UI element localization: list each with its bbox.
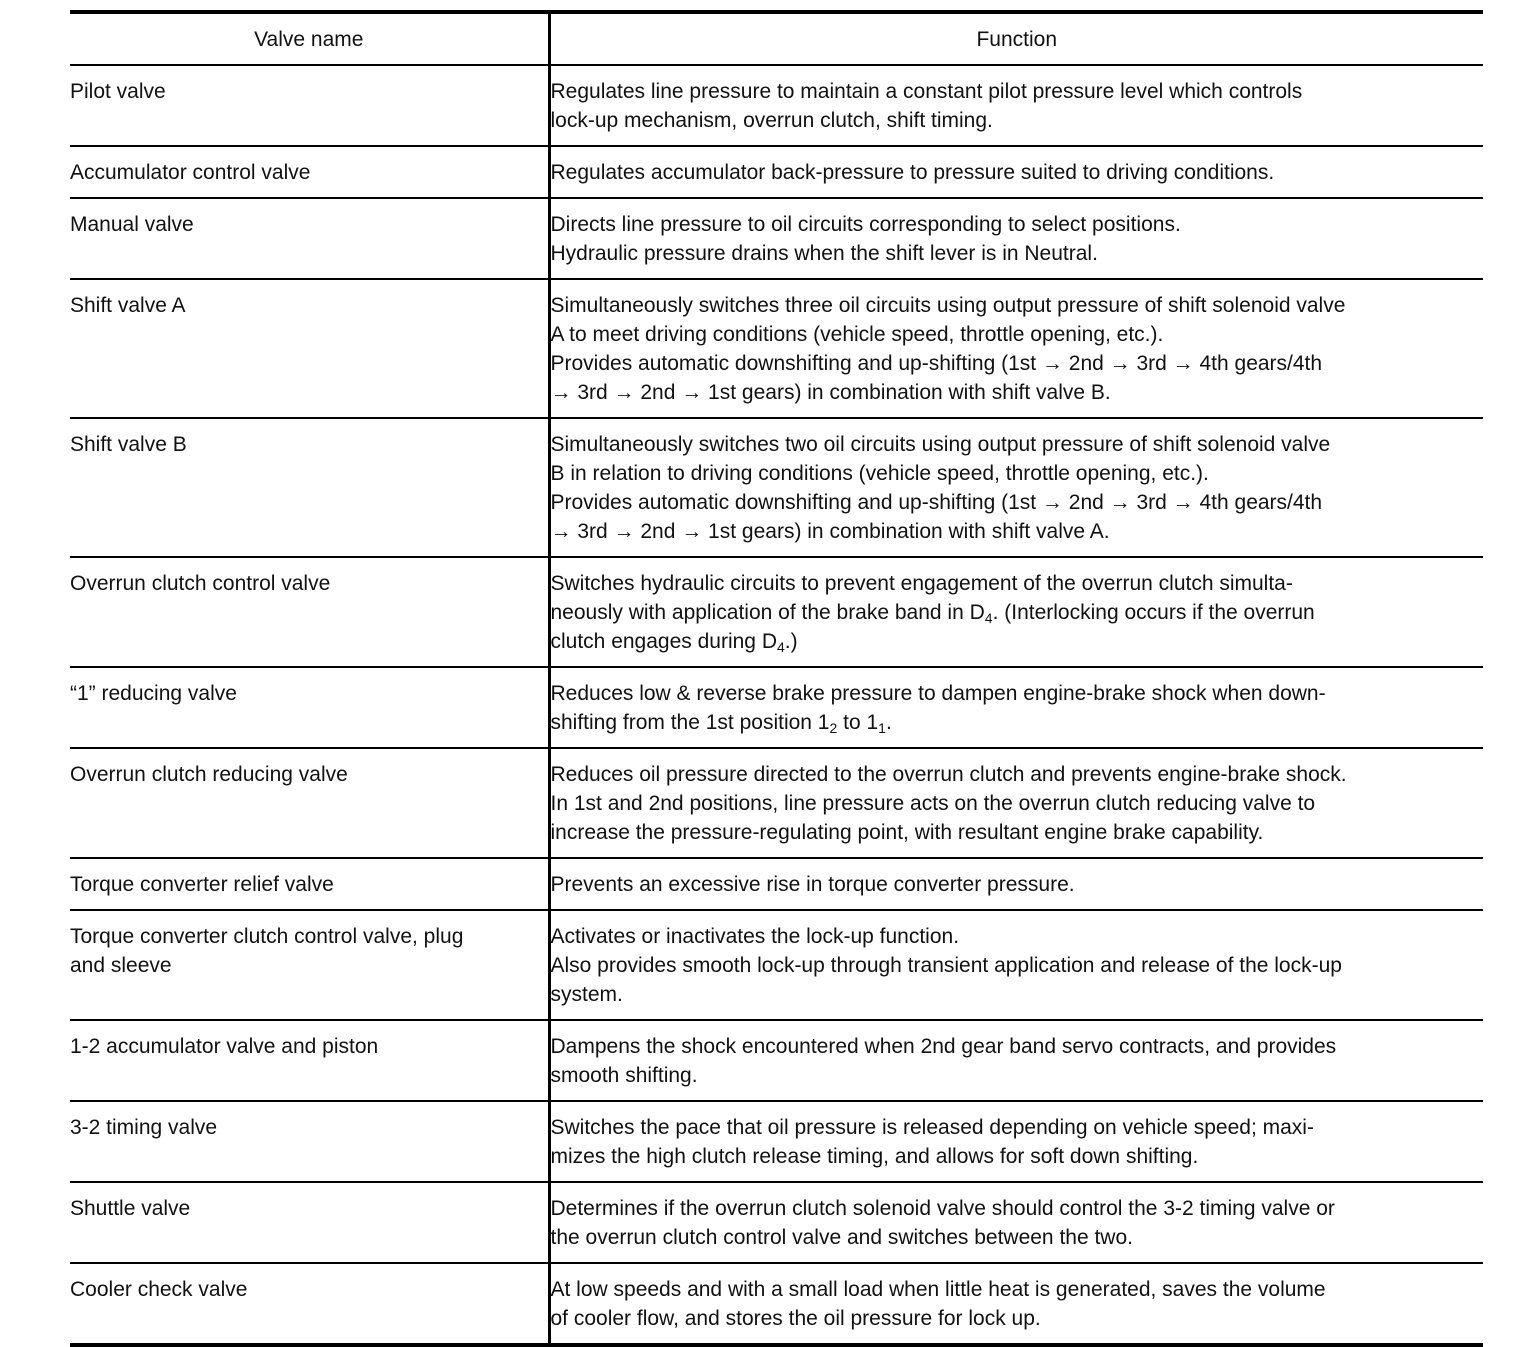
function-line: Dampens the shock encountered when 2nd gear band servo contracts, and provides (550, 1035, 1337, 1058)
function-line: Provides automatic downshifting and up-shifting (1st → 2nd → 3rd → 4th gears/4th (550, 491, 1323, 514)
function-line: Activates or inactivates the lock-up function. (550, 925, 960, 948)
function-line: Switches hydraulic circuits to prevent engagement of the overrun clutch simulta- (550, 572, 1293, 595)
function-cell (549, 1020, 1483, 1101)
valve-name-cell (70, 146, 549, 198)
function-cell (549, 748, 1483, 858)
function-line: shifting from the 1st position $1_2$ to $1_1$. (550, 711, 892, 736)
header-function: Function (549, 12, 1483, 65)
table-body (70, 65, 1483, 1345)
table-header-row (70, 12, 1483, 65)
function-cell (549, 910, 1483, 1020)
function-line: In 1st and 2nd positions, line pressure acts on the overrun clutch reducing valve to (550, 792, 1316, 815)
function-line: Switches the pace that oil pressure is released depending on vehicle speed; maxi- (550, 1116, 1314, 1139)
table-row (70, 858, 1483, 910)
function-line: Also provides smooth lock-up through transient application and release of the lock-up (550, 954, 1342, 977)
function-cell (549, 279, 1483, 418)
table-row (70, 910, 1483, 1020)
valve-name-line: Pilot valve (70, 80, 166, 103)
function-line: Regulates line pressure to maintain a constant pilot pressure level which controls (550, 80, 1303, 103)
valve-name-line: Cooler check valve (70, 1278, 248, 1301)
function-line: Reduces low & reverse brake pressure to dampen engine-brake shock when down- (550, 682, 1326, 705)
header-valve-name: Valve name (70, 12, 549, 65)
function-line: Directs line pressure to oil circuits corresponding to select positions. (550, 213, 1181, 236)
valve-name-cell (70, 1182, 549, 1263)
table-row (70, 146, 1483, 198)
valve-name-line: Accumulator control valve (70, 161, 311, 184)
valve-name-cell (70, 418, 549, 557)
function-line: mizes the high clutch release timing, and allows for soft down shifting. (550, 1145, 1199, 1168)
function-line: smooth shifting. (550, 1064, 698, 1087)
function-line: Reduces oil pressure directed to the overrun clutch and prevents engine-brake shock. (550, 763, 1347, 786)
table-row (70, 198, 1483, 279)
function-cell (549, 418, 1483, 557)
function-cell (549, 65, 1483, 146)
valve-name-cell (70, 65, 549, 146)
valve-name-line: Overrun clutch control valve (70, 572, 331, 595)
function-line: of cooler flow, and stores the oil pressure for lock up. (550, 1307, 1041, 1330)
valve-name-line: Torque converter clutch control valve, plug (70, 925, 464, 948)
valve-name-cell (70, 667, 549, 748)
table-row (70, 667, 1483, 748)
function-cell (549, 1182, 1483, 1263)
function-line: the overrun clutch control valve and switches between the two. (550, 1226, 1133, 1249)
function-line: lock-up mechanism, overrun clutch, shift timing. (550, 109, 993, 132)
valve-function-table (70, 10, 1483, 1347)
valve-name-cell (70, 1020, 549, 1101)
function-line: → 3rd → 2nd → 1st gears) in combination with shift valve A. (550, 520, 1110, 543)
function-line: A to meet driving conditions (vehicle speed, throttle opening, etc.). (550, 323, 1164, 346)
function-cell (549, 146, 1483, 198)
valve-name-line: Shuttle valve (70, 1197, 191, 1220)
table-row (70, 557, 1483, 667)
function-line: Regulates accumulator back-pressure to pressure suited to driving conditions. (550, 161, 1275, 184)
valve-name-line: Torque converter relief valve (70, 873, 334, 896)
function-cell (549, 1263, 1483, 1345)
table-row (70, 1263, 1483, 1345)
function-cell (549, 1101, 1483, 1182)
function-line: Provides automatic downshifting and up-shifting (1st → 2nd → 3rd → 4th gears/4th (550, 352, 1323, 375)
valve-name-line: Shift valve A (70, 294, 186, 317)
valve-name-line: 1-2 accumulator valve and piston (70, 1035, 379, 1058)
function-line: Prevents an excessive rise in torque converter pressure. (550, 873, 1075, 896)
valve-name-cell (70, 910, 549, 1020)
valve-name-cell (70, 858, 549, 910)
valve-name-cell (70, 748, 549, 858)
table-row (70, 1101, 1483, 1182)
function-line: Simultaneously switches three oil circuits using output pressure of shift solenoid valve (550, 294, 1346, 317)
function-cell (549, 858, 1483, 910)
function-cell (549, 557, 1483, 667)
function-line: Simultaneously switches two oil circuits using output pressure of shift solenoid valve (550, 433, 1331, 456)
valve-name-cell (70, 1101, 549, 1182)
valve-name-line: and sleeve (70, 954, 172, 977)
function-line: B in relation to driving conditions (vehicle speed, throttle opening, etc.). (550, 462, 1209, 485)
valve-name-line: “1” reducing valve (70, 682, 237, 705)
function-line: Hydraulic pressure drains when the shift lever is in Neutral. (550, 242, 1098, 265)
function-line: system. (550, 983, 623, 1006)
valve-name-cell (70, 279, 549, 418)
valve-name-line: 3-2 timing valve (70, 1116, 218, 1139)
valve-name-line: Shift valve B (70, 433, 187, 456)
table-row (70, 1182, 1483, 1263)
function-line: Determines if the overrun clutch solenoid valve should control the 3-2 timing valve or (550, 1197, 1335, 1220)
function-line: → 3rd → 2nd → 1st gears) in combination with shift valve B. (550, 381, 1111, 404)
function-line: neously with application of the brake band in $D_4$. (Interlocking occurs if the overrun (550, 601, 1315, 626)
function-line: At low speeds and with a small load when little heat is generated, saves the volume (550, 1278, 1326, 1301)
valve-name-line: Overrun clutch reducing valve (70, 763, 348, 786)
table-row (70, 279, 1483, 418)
valve-name-cell (70, 557, 549, 667)
function-line: increase the pressure-regulating point, with resultant engine brake capability. (550, 821, 1264, 844)
function-cell (549, 667, 1483, 748)
table-row (70, 65, 1483, 146)
valve-name-cell (70, 198, 549, 279)
function-cell (549, 198, 1483, 279)
table-row (70, 418, 1483, 557)
function-line: clutch engages during $D_4$.) (550, 630, 798, 655)
valve-name-cell (70, 1263, 549, 1345)
table-row (70, 1020, 1483, 1101)
table-row (70, 748, 1483, 858)
valve-name-line: Manual valve (70, 213, 194, 236)
